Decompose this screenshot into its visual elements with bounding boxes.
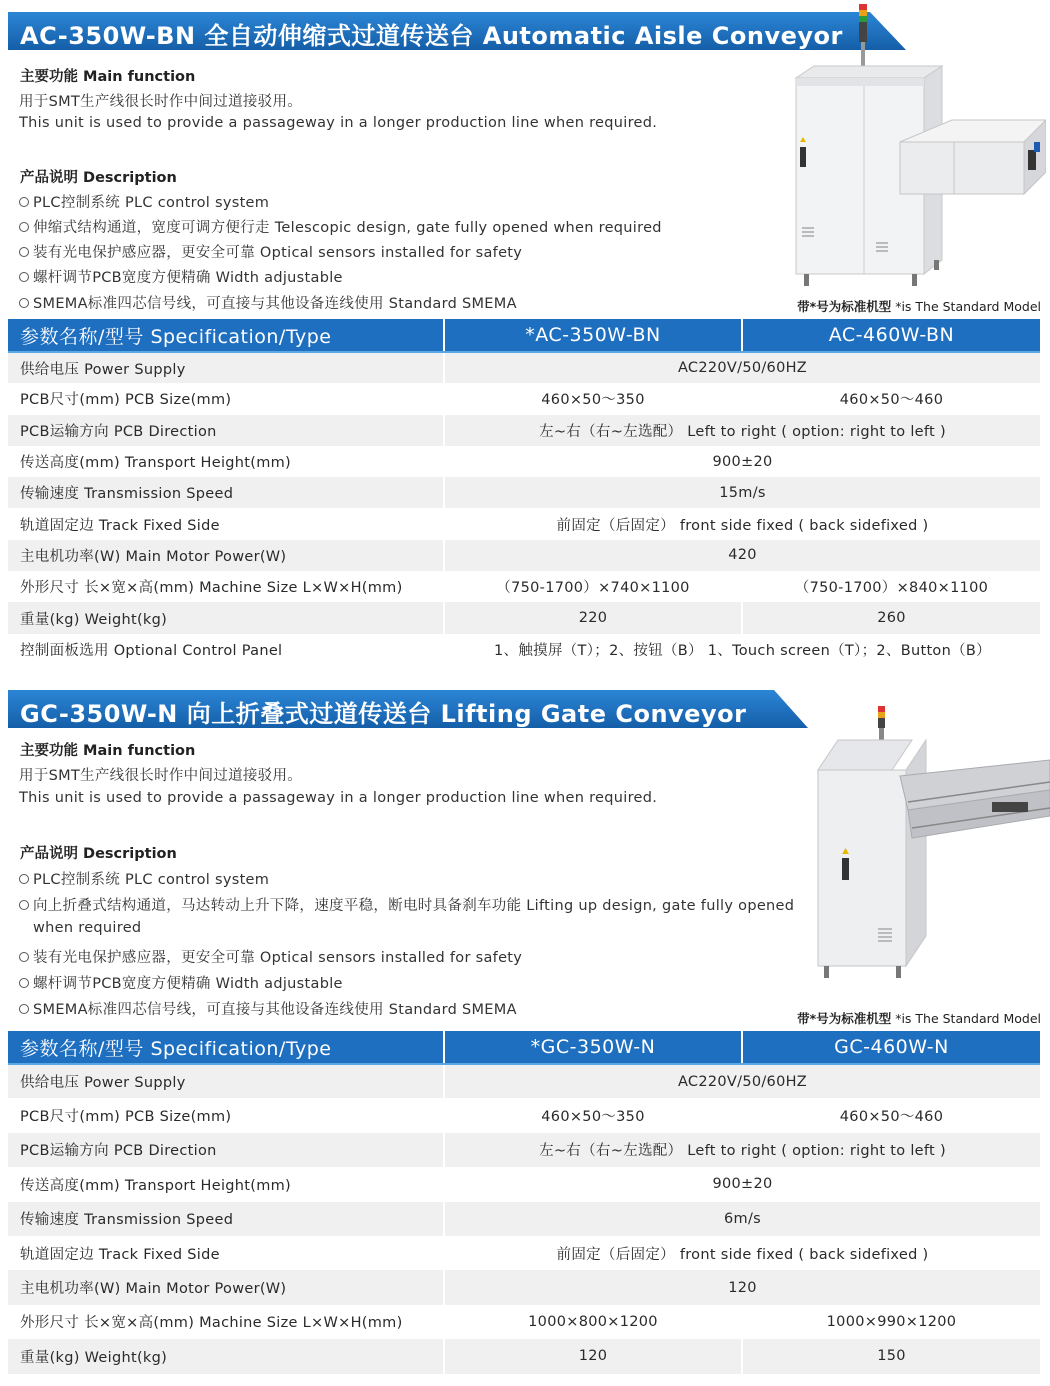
table-header-row (8, 319, 1040, 352)
row-label: 轨道固定边 Track Fixed Side (8, 1236, 444, 1270)
machine-photo-gc350 (812, 698, 1050, 988)
main-function-line: This unit is used to provide a passageway in a longer production line when required. (19, 790, 658, 806)
row-value-a: 460×50～350 (444, 1098, 742, 1132)
row-value-b: （750-1700）×840×1100 (742, 571, 1040, 602)
table-row (8, 571, 1040, 602)
section-aisle-conveyor (0, 0, 1050, 670)
table-row (8, 1167, 1040, 1201)
row-label: 重量(kg) Weight(kg) (8, 1339, 444, 1373)
table-row (8, 446, 1040, 477)
row-label: 传输速度 Transmission Speed (8, 477, 444, 508)
table-row (8, 508, 1040, 539)
standard-model-caption (797, 297, 1041, 315)
row-label: PCB运输方向 PCB Direction (8, 1133, 444, 1167)
main-function-heading: 主要功能 Main function (20, 69, 196, 85)
description-text: 装有光电保护感应器，更安全可靠 Optical sensors installed for safety (33, 245, 523, 261)
row-label: 控制面板选用 Optional Control Panel (8, 634, 444, 665)
row-value: 左~右（右~左选配） Left to right ( option: right to left ) (444, 415, 1040, 446)
table-row (8, 602, 1040, 633)
description-text: 装有光电保护感应器，更安全可靠 Optical sensors installed for safety (33, 950, 523, 966)
row-value: AC220V/50/60HZ (444, 352, 1040, 383)
table-row (8, 383, 1040, 414)
description-item (19, 946, 522, 967)
description-item (19, 191, 269, 212)
spec-table-gc350 (8, 1031, 1040, 1374)
circle-bullet-icon (19, 272, 29, 282)
description-text: 伸缩式结构通道，宽度可调方便行走 Telescopic design, gate fully opened when required (33, 220, 662, 236)
caption-text: *is The Standard Model (891, 299, 1041, 314)
circle-bullet-icon (19, 197, 29, 207)
row-value-b: 460×50～460 (742, 1098, 1040, 1132)
row-value: 900±20 (444, 1167, 1040, 1201)
table-row (8, 1133, 1040, 1167)
title-banner (8, 690, 808, 728)
circle-bullet-icon (19, 874, 29, 884)
machine-photo-ac350 (784, 2, 1046, 292)
circle-bullet-icon (19, 298, 29, 308)
row-label: PCB尺寸(mm) PCB Size(mm) (8, 383, 444, 414)
row-value-b: 460×50～460 (742, 383, 1040, 414)
row-value: 120 (444, 1270, 1040, 1304)
row-label: PCB尺寸(mm) PCB Size(mm) (8, 1098, 444, 1132)
row-label: 传送高度(mm) Transport Height(mm) (8, 1167, 444, 1201)
row-value-a: 120 (444, 1339, 742, 1373)
description-text: PLC控制系统 PLC control system (33, 195, 270, 211)
row-label: 轨道固定边 Track Fixed Side (8, 508, 444, 539)
row-value-b: 150 (742, 1339, 1040, 1373)
description-item (19, 998, 517, 1019)
main-function-line: 用于SMT生产线很长时作中间过道接驳用。 (19, 768, 303, 784)
header-spec-type: 参数名称/型号 Specification/Type (8, 1031, 444, 1064)
circle-bullet-icon (19, 1004, 29, 1014)
description-item (19, 868, 269, 889)
standard-model-caption (797, 1009, 1041, 1027)
section-lifting-gate-conveyor (0, 686, 1050, 1386)
table-row (8, 477, 1040, 508)
row-value: 1、触摸屏（T）；2、按钮（B） 1、Touch screen（T）；2、Button（B） (444, 634, 1040, 665)
table-row (8, 1305, 1040, 1339)
row-value: 15m/s (444, 477, 1040, 508)
row-label: 重量(kg) Weight(kg) (8, 602, 444, 633)
row-value: 前固定（后固定） front side fixed ( back sidefixed ) (444, 1236, 1040, 1270)
row-label: 传输速度 Transmission Speed (8, 1202, 444, 1236)
row-value-a: 460×50～350 (444, 383, 742, 414)
title-banner (8, 12, 906, 50)
header-spec-type: 参数名称/型号 Specification/Type (8, 319, 444, 352)
circle-bullet-icon (19, 952, 29, 962)
page-title: GC-350W-N 向上折叠式过道传送台 Lifting Gate Conveyor (20, 700, 747, 728)
row-value: 900±20 (444, 446, 1040, 477)
description-item (19, 972, 343, 993)
row-label: 传送高度(mm) Transport Height(mm) (8, 446, 444, 477)
header-model-b: AC-460W-BN (742, 319, 1040, 352)
description-heading: 产品说明 Description (20, 846, 177, 862)
row-label: 主电机功率(W) Main Motor Power(W) (8, 540, 444, 571)
row-value: 6m/s (444, 1202, 1040, 1236)
row-value-a: 1000×800×1200 (444, 1305, 742, 1339)
row-label: 供给电压 Power Supply (8, 1064, 444, 1098)
description-heading: 产品说明 Description (20, 170, 177, 186)
circle-bullet-icon (19, 247, 29, 257)
caption-text: *is The Standard Model (891, 1011, 1041, 1026)
row-value: 左~右（右~左选配） Left to right ( option: right to left ) (444, 1133, 1040, 1167)
caption-bold: 带*号为标准机型 (797, 299, 892, 314)
table-row (8, 1270, 1040, 1304)
row-value: AC220V/50/60HZ (444, 1064, 1040, 1098)
row-value-b: 1000×990×1200 (742, 1305, 1040, 1339)
row-value: 前固定（后固定） front side fixed ( back sidefixed ) (444, 508, 1040, 539)
header-model-a: *GC-350W-N (444, 1031, 742, 1064)
row-value: 420 (444, 540, 1040, 571)
spec-table-ac350 (8, 319, 1040, 665)
description-item (19, 894, 794, 915)
row-label: 供给电压 Power Supply (8, 352, 444, 383)
table-row (8, 1064, 1040, 1098)
table-row (8, 352, 1040, 383)
table-row (8, 540, 1040, 571)
main-function-line: This unit is used to provide a passageway in a longer production line when required. (19, 115, 658, 131)
description-item (19, 241, 522, 262)
table-header-row (8, 1031, 1040, 1064)
main-function-line: 用于SMT生产线很长时作中间过道接驳用。 (19, 94, 303, 110)
table-row (8, 634, 1040, 665)
row-value-b: 260 (742, 602, 1040, 633)
header-model-a: *AC-350W-BN (444, 319, 742, 352)
circle-bullet-icon (19, 222, 29, 232)
circle-bullet-icon (19, 900, 29, 910)
description-text: SMEMA标准四芯信号线，可直接与其他设备连线使用 Standard SMEMA (33, 1002, 517, 1018)
row-label: PCB运输方向 PCB Direction (8, 415, 444, 446)
description-text: 螺杆调节PCB宽度方便精确 Width adjustable (33, 270, 343, 286)
description-item (19, 292, 517, 313)
description-item (19, 216, 662, 237)
row-label: 外形尺寸 长×宽×高(mm) Machine Size L×W×H(mm) (8, 1305, 444, 1339)
table-row (8, 1339, 1040, 1373)
table-row (8, 415, 1040, 446)
description-text: 向上折叠式结构通道，马达转动上升下降，速度平稳，断电时具备刹车功能 Lifting up design, gate fully opened (33, 898, 795, 914)
main-function-heading: 主要功能 Main function (20, 743, 196, 759)
description-text: 螺杆调节PCB宽度方便精确 Width adjustable (33, 976, 343, 992)
row-value-a: 220 (444, 602, 742, 633)
page-title: AC-350W-BN 全自动伸缩式过道传送台 Automatic Aisle Conveyor (20, 22, 843, 50)
row-label: 外形尺寸 长×宽×高(mm) Machine Size L×W×H(mm) (8, 571, 444, 602)
header-model-b: GC-460W-N (742, 1031, 1040, 1064)
description-text: SMEMA标准四芯信号线，可直接与其他设备连线使用 Standard SMEMA (33, 296, 517, 312)
description-item (19, 266, 343, 287)
row-value-a: （750-1700）×740×1100 (444, 571, 742, 602)
caption-bold: 带*号为标准机型 (797, 1011, 892, 1026)
table-row (8, 1202, 1040, 1236)
description-continuation: when required (33, 920, 142, 936)
table-row (8, 1098, 1040, 1132)
circle-bullet-icon (19, 978, 29, 988)
description-text: PLC控制系统 PLC control system (33, 872, 270, 888)
table-row (8, 1236, 1040, 1270)
row-label: 主电机功率(W) Main Motor Power(W) (8, 1270, 444, 1304)
